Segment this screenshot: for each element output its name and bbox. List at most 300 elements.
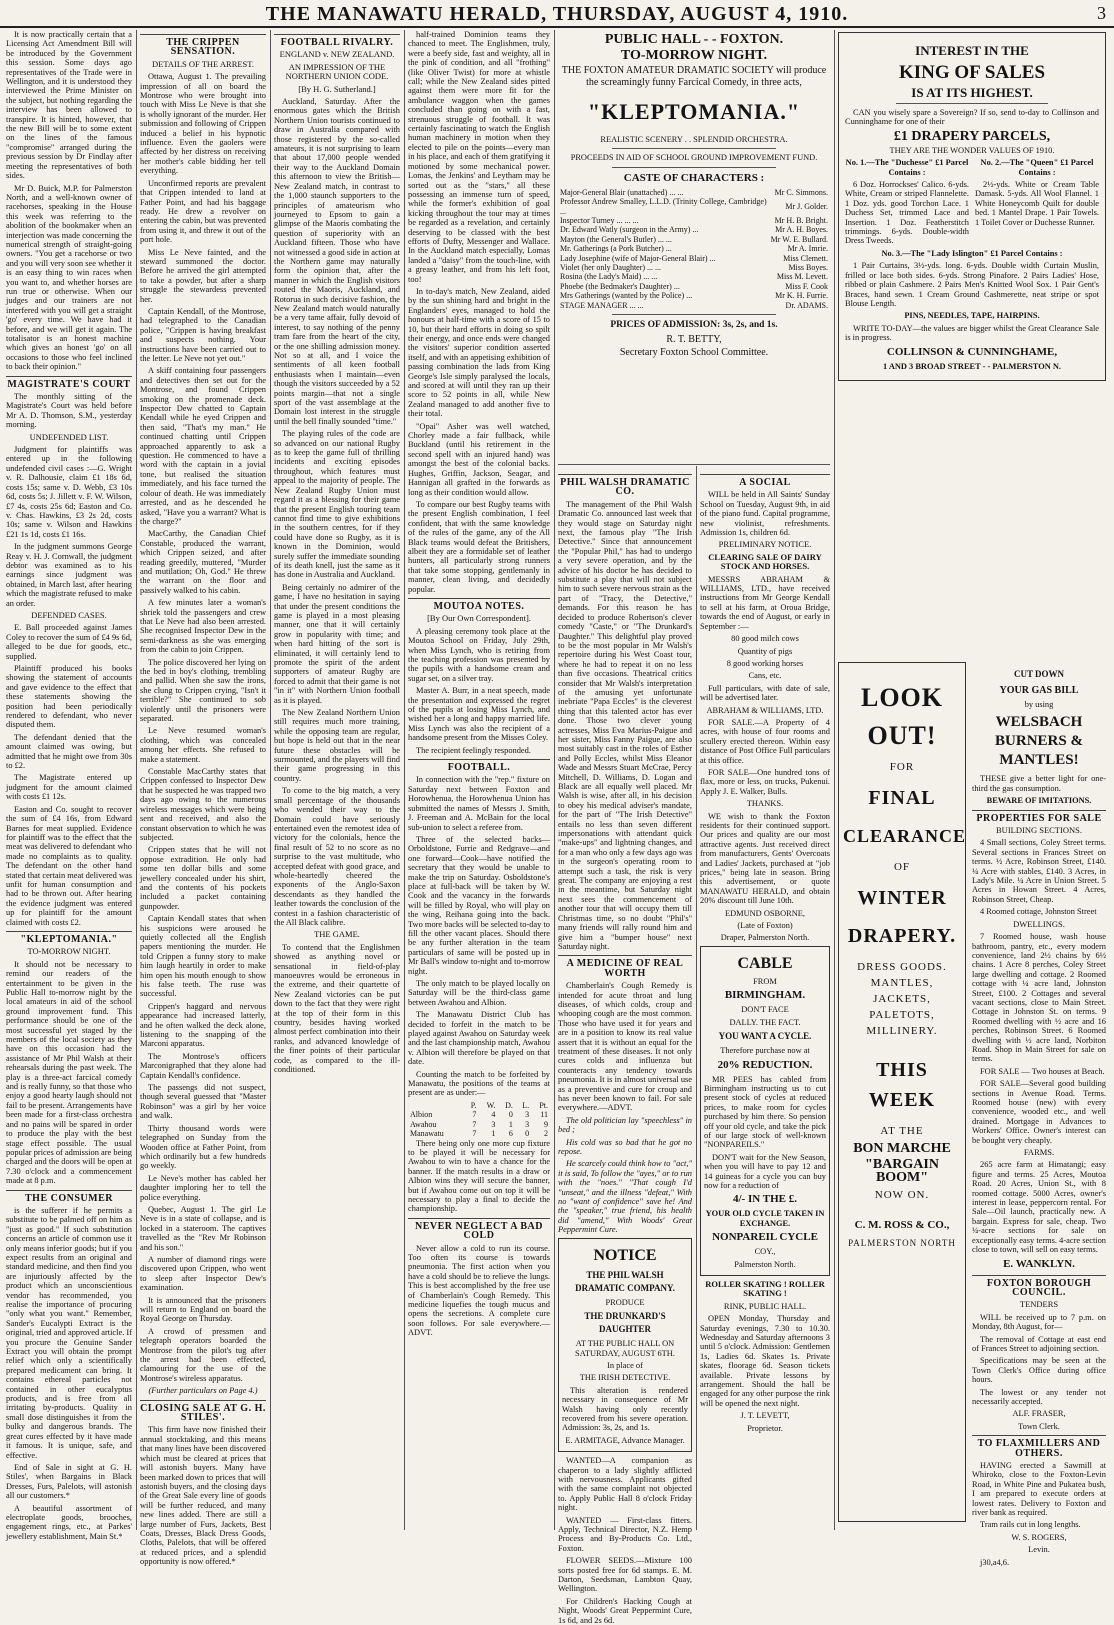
rogers-name: W. S. ROGERS, <box>1011 1532 1067 1542</box>
crippen-heading: THE CRIPPEN SENSATION. <box>140 34 266 57</box>
tenders-text-1: WILL be received up to 7 p.m. on Monday, 8th August, for— <box>972 1312 1106 1332</box>
character: Dr. Edward Watly (surgeon in the Army) ... <box>560 225 699 235</box>
cycle-text-3: DON'T wait for the New Season, when you will have to pay 12 and 14 guineas for a cycle you can buy now for a reduction of <box>704 1152 826 1190</box>
crippen-p12: Captain Kendall states that when his suspicions were aroused he quietly collected all the English papers mentioning the murder. He told Crippen a funny story to make him laugh heartily in order to make him open his mouth enough to show his false teeth. The ruse was successful. <box>140 914 266 999</box>
crippen-p15: The passengs did not suspect, though several guessed that "Master Robinson" was a girl by her voice and walk. <box>140 1083 266 1121</box>
properties-text-1: 4 Small sections, Coley Street terms. Several sections in Frances Street on terms. ½ Acre, Robinson Street, £140. ¼ Acre with stables, £140. 3 Acres, in Lady's Mile. ¼ Acre in Union Street. 5 Acres in Howan Street. 4 Acres, Robinson Street, Cheap. <box>972 838 1106 904</box>
stiles-text: This firm have now finished their annual stocktaking, and this means that many lines have been discovered which must be cleared at prices that will astonish buyers. Many have been marked down to prices that will astonish buyers, and the closing days of the Great Sale every line of goods will be further reduced, and many new lines added. There are still a large number of Furs, Jackets, Best Coats, Dresses, Black Dress Goods, Cloths, Palelots, that will be offered at reduced prices, and a splendid opportunity is now offered.* <box>140 1425 266 1567</box>
table-row <box>408 1120 550 1129</box>
poem-line: His cold was so bad that he got no repose. <box>558 1137 692 1157</box>
king-of-sales-advert <box>838 30 1106 660</box>
clearing-heading: CLEARING SALE OF DAIRY STOCK AND HORSES. <box>708 551 822 572</box>
welsbach-heading: WELSBACH BURNERS & MANTLES! <box>995 714 1083 769</box>
character: Lady Josephine (wife of Major-General Blair) ... <box>560 253 716 263</box>
crippen-p3: Miss Le Neve fainted, and the steward summoned the doctor. Before he arrived the girl attempted to take a powder, but after a sharp struggle the stewardess prevented her. <box>140 247 266 304</box>
now-on-text: NOW ON. <box>874 1189 930 1201</box>
table-cell: 1 <box>491 1129 496 1139</box>
table-cell: 3 <box>491 1119 496 1129</box>
football-p2: Three of the selected backs—Orboldstone, Furrie and Redgrave—and one forward—Cook—have notified the secretary that they would be unable to make the trip on Saturday. Osboldstone's place at full-back will be taken by W. Cook and the vacancy in the forwards will be filled by Royal, who will play on the wing, Reihana going into the back. Two more backs will be selected to-day to fill the other vacant places. Should there be any further alteration in the team particulars of same will be posted up in Mr Ball's window to-night and to-morrow night. <box>408 834 550 976</box>
actor: Dr. ADAMS. <box>785 300 828 310</box>
abraham-text: MESSRS ABRAHAM & WILLIAMS, LTD., have received instructions from Mr George Kendall to sell at his farm, at Oroua Bridge, towards the end of August, or early in September :— <box>700 574 830 631</box>
character: Rosina (the Lady's Maid) ... ... <box>560 272 658 282</box>
flaxmillers-text-2: Tram rails cut in long lengths. <box>980 1520 1081 1530</box>
betty-name: R. T. BETTY, <box>666 334 722 346</box>
notice-company: THE PHIL WALSH DRAMATIC COMPANY. <box>575 1269 675 1293</box>
football-p6: There being only one more cup fixture to be played it will be necessary for Awahou to win to have a chance for the banner. If the match results in a draw or Albion wins they will secure the banner, but if Awahou come out on top it will be necessary to play a final to decide the championship. <box>408 1138 550 1214</box>
actor: Mr W. E. Bullard. <box>770 234 828 244</box>
actor: Miss Boyes. <box>788 263 828 273</box>
beware-text: BEWARE OF IMITATIONS. <box>986 796 1092 806</box>
skating-text: OPEN Monday, Thursday and Saturday evenings, 7.30 to 10.30. Wednesday and Saturday afternoons 3 until 5 o'clock. Admission: Gentlemen 1s, Ladies 6d. Skates 1s. Private skates, floorage 6d. Season tickets available. Private lessons by arrangement. Should the hall be engaged for any other purpose the rink will be opened the next night. <box>700 1314 830 1408</box>
cast-row <box>558 235 830 244</box>
price-heading: 4/- IN THE £. <box>733 1193 797 1206</box>
final-heading: FINAL <box>868 787 936 809</box>
poem-line: He scarcely could think how to "act," it is said, To follow the "ayes," or to run with the "noes." "That cough I'd "unseat," and the illness "defeat," With no "want of confidence" save he! And the "speaker," true friend, his health did "amend," With Woods' Great Peppermint Cure. <box>558 1159 692 1235</box>
table-header: W. <box>486 1100 496 1110</box>
medicine-text: Chamberlain's Cough Remedy is intended for acute throat and lung diseases, of which colds, croup and whooping cough are the most common. Those who have used it for years and are in a position to know its real value assert that it is without an equal for the treatment of these diseases. It not only cures colds and influenza but counteracts any tendency towards pneumonia. It is in almost universal use as a preventive and cure for croup and has never been known to fail. For sale everywhere.—ADVT. <box>558 981 692 1113</box>
cast-row <box>558 188 830 197</box>
crippen-p18: Quebec, August 1. The girl Le Neve is in a state of collapse, and is locked in a stateroom. The captives travelled as the "Rev Mr Robinson and his son." <box>140 1204 266 1252</box>
properties-text-2: 4 Roomed cottage, Johnston Street <box>980 907 1097 917</box>
osborne-name: EDMUND OSBORNE, <box>724 908 806 918</box>
abraham-signature: ABRAHAM & WILLIAMS, LTD. <box>706 705 824 715</box>
crippen-p5: A skiff containing four passengers and detectives then set out for the Montrose, and found Crippen smoking on the promenade deck. Inspector Dew chatted to Captain Kendall while he eyed Crippen and then said, "That's my man." He continued chatting until Crippen approached apparently to ask a question. He commenced to have a word with the captain in a jovial tone, but realised the situation immediately, and his face turned the colour of death. He was immediately arrested, and as he descended he asked, "Have you a warrant? What is the charge?" <box>140 366 266 526</box>
king-box <box>838 32 1106 381</box>
rivalry-cont-p3: "Opai" Asher was well watched, Chorley made a fair fullback, while Buckland (until his retirement in the second spell with an injured hand) was amongst the best of the colonial backs. Hughes, Griffin, Jackson, Seagar, and Hannigan all grafted in the forwards as long as their condition would allow. <box>408 421 550 497</box>
actor: Mr C. Simmons. <box>774 187 828 197</box>
cast-row <box>558 225 830 234</box>
by-using-text: by using <box>1024 700 1054 709</box>
notice-signature: E. ARMITAGE, Advance Manager. <box>565 1435 685 1445</box>
cycle-text-1: Therefore purchase now at <box>720 1046 810 1056</box>
clearance-heading: CLEARANCE <box>843 826 967 846</box>
undefended-text: Judgment for plaintiffs was entered up in the following undefended civil cases :—G. Wright v. R. Dalhousie, claim £1 18s 6d, costs 15s; same v. D. Webb, £3 10s 6d, costs 5s; J. Jillett v. F. W. Wilson, £7 4s, costs 25s 6d; Easton and Co. v. Chas. Hawkins, £3 2s 2d, costs 10s; same v. Wilson and Hawkins £21 1s 1d, costs £1 16s. <box>6 445 132 539</box>
kleptomania-text: It should not be necessary to remind our readers of the entertainment to be given in the Public Hall to-morrow night by the local amateurs in aid of the school ground improvement fund. This performance should be one of the most successful yet staged by the members of the local society as they have on this occasion had the assistance of Mr Phil Walsh at their rehearsals during the past week. The play is a three-act farcical comedy and is really funny, so that those who enjoy a good hearty laugh should not fail to be present. Arrangements have been made for a first-class orchestra and no pains will be spared in order to produce the play with the best stage effect possible. The usual popular prices of admission are being charged and the doors will be open at 7.30 o'clock and a commencement made at 8 p.m. <box>6 959 132 1186</box>
moutoa-p3: The recipient feelingly responded. <box>416 745 531 755</box>
character: Mrs Gatherings (wanted by the Police) ... <box>560 291 693 301</box>
moutoa-p2: Master A. Burr, in a neat speech, made the presentation and expressed the regret of the pupils at losing Miss Lynch, and wished her a long and happy married life. Miss Lynch was also the recipient of a handsome present from the Misses Coley. <box>408 686 550 743</box>
table-cell: 3 <box>525 1110 530 1120</box>
notice-produce: PRODUCE <box>605 1297 645 1307</box>
phil-walsh-heading: PHIL WALSH DRAMATIC CO. <box>558 474 692 497</box>
crippen-p16: Thirty thousand words were telegraphed on Sunday from the Wooden office at Father Point, from which ordinarily but a few hundreds go weekly. <box>140 1123 266 1171</box>
social-heading: A SOCIAL <box>700 474 830 487</box>
crippen-p10: Constable MacCarthy states that Crippen confessed to Inspector Dew that he suspected he was trapped two days ago owing to the numerous wireless messages which were being sent and received, and also the constant observation to which he was subjected. <box>140 767 266 842</box>
out-heading: OUT! <box>867 721 937 750</box>
table-row <box>408 1129 550 1138</box>
highest-heading: IS AT ITS HIGHEST. <box>911 85 1033 100</box>
for-text: FOR <box>889 761 915 773</box>
gas-bill-heading: YOUR GAS BILL <box>999 685 1079 696</box>
notice-heading: NOTICE <box>593 1246 657 1264</box>
osborne-location: Draper, Palmerston North. <box>720 933 810 943</box>
table-cell: 4 <box>491 1110 496 1120</box>
social-text: WILL be held in All Saints' Sunday School on Tuesday, August 9th, in aid of the piano fund. Capital programme, new violinist, refreshments. Admission 1s, children 6d. <box>700 490 830 538</box>
rivalry-p6: To contend that the Englishmen showed as anything novel or sensational in field-of-play manoeuvres would be erroneous in the extreme, and their quartette of New Zealand victories can be put down to the fact that they were right at the top of their form in this country, besides having worked almost perfect combination into their ranks, and advanced knowledge of the finer points of their particular code, as compared to the ill-conditioned. <box>274 942 400 1075</box>
wanted-chaperon: WANTED—A companion as chaperon to a lady slightly afflicted with nervousness. Applicants gifted with the same complaint not objected to. Apply Public Hall 8 o'clock Friday night. <box>558 1456 692 1513</box>
football-rivalry-heading: FOOTBALL RIVALRY. <box>274 34 400 47</box>
medicine-heading: A MEDICINE OF REAL WORTH <box>558 955 692 978</box>
cast-row <box>558 244 830 253</box>
drapery-item: DRESS GOODS. <box>857 961 947 973</box>
write-text: WRITE TO-DAY—the values are bigger whilst the Great Clearance Sale is in progress. <box>845 323 1099 343</box>
table-cell: 6 <box>508 1129 513 1139</box>
at-the-text: AT THE <box>880 1125 924 1137</box>
rivalry-cont-p1: half-trained Dominion teams they chanced to meet. The Englishmen, truly, were a beefy side, fast and weighty, all in the pink of condition, and all "frothing" (like Oliver Twist) for more at whistle call; while the New Zealand sides pitted against them were more fit for the ambulance waggon when the games concluded than going on with a fast, strenuous struggle of football. It was certainly fascinating to watch the English human machinery in motion when they elected to pile on the points—every man in his place, and each of them gratifying it motioned by some mechanical power. Lomas, the Jenkins' and Leytham may be sorted out as the "stars," all these possessing an immense turn of speed, while the former's exhibition of goal kicking throughout the tour may at times be regarded as a revelation, and certainly deserving to be classed with the best efforts of Dufty, Messenger and Wallace. In the Auckland match especially, Lomas landed a "daisy" from the touch-line, with a greasy leather, and from his left foot, too! <box>408 30 550 284</box>
council-heading: FOXTON BOROUGH COUNCIL. <box>972 1275 1106 1298</box>
king-heading: KING OF SALES <box>898 62 1046 83</box>
look-heading: LOOK <box>860 683 943 712</box>
standings-table <box>408 1101 550 1139</box>
look-out-advert <box>838 660 966 1530</box>
flaxmillers-text: HAVING erected a Sawmill at Whiroko, close to the Foxton-Levin Road, in White Pine and Pukatea bush, I am prepared to execute orders at lowest rates. Delivery to Foxton and river bank as required. <box>972 1461 1106 1518</box>
actor: Mr J. Golder. <box>785 201 828 211</box>
levett-name: J. T. LEVETT, <box>740 1411 790 1421</box>
rivalry-p1: Auckland, Saturday. After the enormous gates which the British Northern Union tourists continued to draw in Australia compared with those registered by the so-called amateurs, it is not surprising to learn that about 17,000 people wended their way to the Auckland Domain this afternoon to view the British—New Zealand match, in contrast to the 1,000 staunch supporters to the principles of amateurism who journeyed to Epsom to gain a glimpse of the Maoris combating the question of superiority with an Auckland fifteen. Those who have not witnessed a good side in action at the Northern game may naturally form the opinion that, after the manner in which the English visitors routed the Maoris, Auckland, and Rotorua in such decisive fashion, the New Zealand match would naturally be a very tame affair, fully devoid of interest, to say nothing of the penny tram fare from the heart of the city, or the one shilling admission money. Not so at all, and I voice the sentiments of all keen football enthusiasts when I maintain—even though the visitors succeeded by a 52 points margin—that not a single sport of the vast assemblage at the Domain lost interest in the struggle until the bell finally sounded "time." <box>274 97 400 426</box>
table-cell: 7 <box>472 1110 477 1120</box>
column-rule <box>136 30 137 1530</box>
drapery-heading: DRAPERY. <box>847 925 957 947</box>
column-4 <box>408 30 550 1530</box>
column-rule <box>696 466 697 1530</box>
character: Phoebe (the Bedmaker's Daughter) ... <box>560 281 680 291</box>
kleptomania-advert <box>558 30 830 460</box>
table-header <box>408 1101 464 1110</box>
stock-item: 80 good milch cows <box>731 634 799 644</box>
drapery-item: JACKETS, <box>873 993 931 1005</box>
stock-item: Cans, etc. <box>748 671 782 681</box>
rink-heading: RINK, PUBLIC HALL. <box>723 1300 807 1311</box>
farms-heading: FARMS. <box>1023 1147 1055 1158</box>
crippen-p19: A number of diamond rings were discovered upon Crippen, who went to sleep after Inspector Dew's examination. <box>140 1254 266 1293</box>
wanklyn-signature: E. WANKLYN. <box>1003 1257 1075 1270</box>
notice-play: THE DRUNKARD'S DAUGHTER <box>584 1311 666 1335</box>
cold-text: Never allow a cold to run its course. Too often its course is towards pneumonia. The first action when you have a cold should be to relieve the lungs. This is best accomplished by the free use of Chamberlain's Cough Remedy. This medicine liquefies the tough mucus and opens the secretions. A complete cure soon follows. For sale everywhere.—ADVT. <box>408 1243 550 1338</box>
ross-location: PALMERSTON NORTH <box>848 1238 956 1248</box>
winter-heading: WINTER <box>857 887 947 909</box>
crippen-p4: Captain Kendall, of the Montrose, had telegraphed to the Canadian police, "Crippen is having breakfast and suspects nothing. Your instructions have been carried out to the letter. Le Neve not yet out." <box>140 306 266 363</box>
properties-heading: PROPERTIES FOR SALE <box>972 810 1106 823</box>
rivalry-cont-p2: In to-day's match, New Zealand, aided by the sun shining hard and bright in the Englanders' eyes, managed to hold the honours at half-time with a score of 15 to 10, but their hard efforts in doing so spilt their energy, and once ends were changed the visitors' superior condition asserted itself, and with an appetising exhibition of passing combination the lads from King George's Isle simply paralysed the locals, and scored at will until they ran up their score to 52 points in all, while New Zealand managed to add another five to their total. <box>408 286 550 419</box>
court-intro: The monthly sitting of the Magistrate's Court was held before Mr A. D. Thomson, S.M., yesterday morning. <box>6 392 132 430</box>
tomorrow-heading: TO-MORROW NIGHT. <box>27 946 111 957</box>
tenders-text-4: The lowest or any tender not necessarily accepted. <box>972 1387 1106 1406</box>
skating-heading: ROLLER SKATING ! ROLLER SKATING ! <box>705 1279 825 1299</box>
character: Professor Andrew Smalley, L.L.D. (Trinity College, Cambridge) ... <box>560 197 767 216</box>
table-cell: 0 <box>508 1110 513 1120</box>
football-p5: Counting the match to be forfeited by Manawatu, the positions of the teams at present are as under:— <box>408 1069 550 1098</box>
stock-item: Quantity of pigs <box>737 646 793 656</box>
parcel-3-heading: No. 3.—The "Lady Islington" £1 Parcel Contains : <box>881 248 1063 258</box>
fraser-name: ALF. FRASER, <box>1012 1409 1066 1419</box>
character: Major-General Blair (unattached) ... ... <box>560 187 684 197</box>
interest-heading: INTEREST IN THE <box>915 43 1029 58</box>
england-nz-heading: ENGLAND v. NEW ZEALAND. <box>279 49 395 60</box>
page-number: 3 <box>1097 3 1106 23</box>
parcels-heading: £1 DRAPERY PARCELS, <box>893 128 1051 144</box>
fraser-title: Town Clerk. <box>1018 1421 1060 1431</box>
properties-text-4: FOR SALE — Two houses at Beach. <box>980 1066 1105 1076</box>
crippen-p14: The Montrose's officers Marconigraphed that they alone had Captain Kendall's confidence. <box>140 1051 266 1080</box>
cast-row <box>558 282 830 291</box>
ad-divider <box>558 464 830 465</box>
column-2 <box>140 30 266 1567</box>
levett-title: Proprietor. <box>747 1423 783 1433</box>
ball-case: E. Ball proceeded against James Coley to recover the sum of £4 9s 6d, alleged to be due for goods, etc., supplied. <box>6 623 132 661</box>
football-p1: In connection with the "rep." fixture on Saturday next between Foxton and Horowhenua, the Horowhenua Union has submitted the names of Messrs J. Smith, J. Freeman and A. McBain for the local sub-union to select a referee from. <box>408 775 550 832</box>
column-8 <box>972 660 1106 1567</box>
rogers-location: Levin. <box>1028 1545 1050 1555</box>
of-text: OF <box>893 861 911 873</box>
nonpareil-coy: COY., <box>754 1247 776 1257</box>
society-text: THE FOXTON AMATEUR DRAMATIC SOCIETY will produce the screamingly funny Farcical Comedy, in three acts, <box>561 65 827 88</box>
parcel-2-items: 2½-yds. White or Cream Table Damask. 5-yds. All Wool Flannel. 1 White Honeycomb Quilt for double bed. 1 Mantel Drape. 1 Pair Towels. 1 Toilet Cover or Duchesse Runner. <box>975 180 1099 227</box>
table-header: L. <box>522 1100 530 1110</box>
properties-text-5: FOR SALE—Several good building sections in Avenue Road. Terms. Roomed house (new) with every convenience, wooded etc., and well drained. Mortgage in Advances to Workers' Office. Owner's interest can be bought very cheaply. <box>972 1079 1106 1145</box>
welsbach-text: THESE give a better light for one-third the gas consumption. <box>972 774 1106 793</box>
drapery-item: MILLINERY. <box>866 1025 938 1037</box>
scenery-text: REALISTIC SCENERY . . SPLENDID ORCHESTRA. <box>600 135 788 144</box>
stiles-notice: End of Sale in sight at G. H. Stiles', when Bargains in Black Dresses, Furs, Palelots, will astonish all our customers.* <box>6 1462 132 1501</box>
defendant-denied: The defendant denied that the amount claimed was owing, but admitted that he might owe from 30s to £2. <box>6 732 132 771</box>
actor: Miss F. Cook <box>785 281 828 291</box>
column-rule <box>834 30 835 1530</box>
the-game-heading: THE GAME. <box>314 929 360 940</box>
notice-irish: THE IRISH DETECTIVE. <box>579 1373 671 1383</box>
play-title: "KLEPTOMANIA." <box>587 99 801 124</box>
team-cell: Manawatu <box>410 1129 444 1139</box>
hacking-cough: For Children's Hacking Cough at Night, Woods' Great Peppermint Cure, 1s 6d, and 2s 6d. <box>558 1596 692 1625</box>
property-for-sale: FOR SALE.—A Property of 4 acres, with house of four rooms and scullery erected thereon. Within easy distance of Post Office Full particulars at this office. <box>700 717 830 765</box>
tenders-text-3: Specifications may be seen at the Town Clerk's Office during office hours. <box>972 1356 1106 1385</box>
table-header: D. <box>505 1100 513 1110</box>
cycle-advert <box>700 946 830 1276</box>
further-particulars: (Further particulars on Page 4.) <box>148 1386 258 1396</box>
from-text: FROM <box>753 976 777 986</box>
nonpareil-location: Palmerston North. <box>734 1259 796 1269</box>
table-header: P. <box>470 1100 477 1110</box>
football-heading: FOOTBALL. <box>408 759 550 772</box>
judgment-summons: In the judgment summons George Reay v. H. J. Cornwall, the judgment debtor was examined as to his earnings since judgment was obtained, in March last, after hearing which the magistrate refused to make an order. <box>6 542 132 608</box>
drapery-item: PALETOTS, <box>869 1009 935 1021</box>
column-rule <box>270 30 271 1530</box>
table-cell: 9 <box>544 1119 548 1129</box>
parcels-row <box>845 158 1099 249</box>
bon-marche-heading: BON MARCHE <box>853 1141 951 1156</box>
cold-heading: NEVER NEGLECT A BAD COLD <box>408 1218 550 1241</box>
court-heading: MAGISTRATE'S COURT <box>6 376 132 389</box>
column-6 <box>700 470 830 1530</box>
parkes-notice: A beautiful assortment of electroplate goods, brooches, engagement rings, etc., at Parkes' jewellery establishment, Main St.* <box>6 1503 132 1541</box>
character: Violet (her only Daughter) ... ... <box>560 263 662 273</box>
table-cell: 11 <box>540 1110 548 1120</box>
crippen-p21: A crowd of pressmen and telegraph operators boarded the Montrose from the pilot's tug after the arrest had been effected, clamouring for the use of the Montrose's wireless apparatus. <box>140 1326 266 1383</box>
parcel-1 <box>845 158 969 249</box>
column-rule <box>404 30 405 1530</box>
table-header-row <box>408 1101 550 1110</box>
team-cell: Albion <box>410 1110 433 1120</box>
parcel-3-items: 1 Pair Curtains, 3½-yds. long. 6-yds. Double width Curtain Muslin, frilled or lace both sides. 6-yds. Strong Pinafore. 2 Pairs Ladies' Hose, ribbed or plain Cashmere. 2 Pairs Men's Knitted Wool Sox. 1 Pair Gent's Braces, hand sewn. 1 Cream Ground Cashmerette, neat stripe or spot Blouse Length. <box>845 261 1099 308</box>
character: STAGE MANAGER ... ... <box>560 300 644 310</box>
cast-row <box>558 291 830 300</box>
parcel-1-heading: No. 1.—The "Duchesse" £1 Parcel Contains : <box>845 158 969 177</box>
crippen-subheading: DETAILS OF THE ARREST. <box>152 58 254 69</box>
actor: Mr H. B. Bright. <box>774 216 828 226</box>
cycle-text-2: MR PEES has cabled from Birmingham instructing us to cut present stock of cycles at reduced prices, to make room for cycles purchased by him there. So pension off your old cycle, and take the pick of our large stock of well-known "NONPAREILS." <box>704 1074 826 1150</box>
wanted-fitters: WANTED — First-class fitters. Apply, Technical Director, N.Z. Hemp Process and By-Products Co. Ltd., Foxton. <box>558 1515 692 1553</box>
nonpareil-heading: NONPAREIL CYCLE <box>712 1231 818 1244</box>
bargain-boom-heading: "BARGAIN BOOM" <box>865 1157 939 1185</box>
thanks-text: WE wish to thank the Foxton residents for their continued support. Our prices and quality are our most attractive agents. Just received direct from manufacturers, Gents' Overcoats and Ladies' Jackets, purchased at "job prices," being late in season. Bring this advertisement, or quote MANAWATU HERALD, and obtain 20% discount till June 10th. <box>700 811 830 906</box>
cast-row <box>558 216 830 225</box>
crippen-p17: Le Neve's mother has cabled her daughter imploring her to tell the police everything. <box>140 1173 266 1202</box>
parcel-2 <box>975 158 1099 249</box>
cycle-heading: YOU WANT A CYCLE. <box>718 1031 812 1042</box>
impression-heading: AN IMPRESSION OF THE NORTHERN UNION CODE. <box>285 61 389 82</box>
crippen-p11: Crippen states that he will not oppose extradition. He only had some ten dollar bills and some jewellery concealed under his shirt, and the contents of his pockets included a packet containing gunpowder. <box>140 845 266 911</box>
football-p4: The Manawatu District Club has decided to forfeit in the match to be played against Awahou on Saturday week and the last championship match, Awahou v. Albion will therefore be played on that date. <box>408 1010 550 1067</box>
building-heading: BUILDING SECTIONS. <box>996 825 1082 836</box>
properties-text-3: 7 Roomed house, wash house bathroom, pantry, etc., every modern convenience, land 2½ chains by 6½ chains. 1 Acre 8 perches, Coley Street large dwelling and cottage. 2 Roomed cottage with ¼ acre land, Johnston Street, £100. 2 Cottages and several vacant sections, close to Main Street. Cottage in Johnston St. on terms. 9 Roomed dwelling with ½ acre and 16 perches, Robinson Street. 6 Roomed dwelling with ½ acre land, Norbiton Road. Shop in Main Street for sale on terms. <box>972 932 1106 1064</box>
actor: Mr A. H. Boyes. <box>775 225 828 235</box>
wonder-text: THEY ARE THE WONDER VALUES OF 1910. <box>889 145 1055 155</box>
actor: Miss M. Levett. <box>776 272 828 282</box>
cast-row <box>558 301 830 310</box>
prices-text: PRICES OF ADMISSION: 3s, 2s, and 1s. <box>610 320 778 331</box>
crippen-p1: Ottawa, August 1. The prevailing impression of all on board the Montrose who were brought into touch with Miss Le Neve is that she is wholly ignorant of the murder. Her submission and following of Crippen induced a belief in his hypnotic influence. Even the gaolers were affected by her distress on receiving her mother's cable bidding her tell everything. <box>140 72 266 176</box>
moutoa-heading: MOUTOA NOTES. <box>408 598 550 611</box>
character: Mayton (the General's Butler) ... ... <box>560 234 672 244</box>
kleptomania-heading: "KLEPTOMANIA." <box>6 931 132 944</box>
betty-title: Secretary Foxton School Committee. <box>619 346 769 358</box>
byline: [By H. G. Sutherland.] <box>298 83 376 94</box>
this-week-heading: THIS WEEK <box>868 1059 936 1111</box>
phil-walsh-text: The management of the Phil Walsh Dramatic Co. announced last week that they would stage on Saturday night next, the famous play "The Irish Detective." Since that announcement the "Popular Phil," has had to undergo a very severe operation, and by the advice of his doctor he has decided to substitute a play that will not subject him to such severe nervous strain as the part of "Tracy, the Detective," demands. For this reason he has decided to produce Robertson's clever comedy "Caste," or "The Drunkard's Daughter." This delightful play proved to be the most popular in Mr Walsh's repertoire during his West Coast tour, where he had to repeat it on no less than five occasions. Theatrical critics consider that Mr Walsh's interpretation of the amusing yet unfortunate inebriate "Papa Eccles" is the cleverest thing that this talented actor has ever done. Those two clever young actresses, Miss Eva Marius-Paigue and her sister, Miss Fanny Paigue, are also most suitably cast in the roles of Esther and Polly Eccles, whilst Miss Eleanor Wade and Messrs Stuart McCrae, Percy Mitchell, D. Williams, D. Logan and Black are all equally well placed. Mr Walsh is wise, after all, in his decision to obey his medical adviser's mandate, for the part of "The Irish Detective" entails no less than seven different impersonations with attendant quick "make-ups" and lightning changes, and for a man who only a few days ago was in the surgeon's operating room to attempt such a task, the risk is very great. The company are enjoying a rest in the meantime, but Saturday night next sees the commencement of another tour that will occupy them till Christmas time, so no doubt "Phil's" many friends will rally round him and give him a "bumper house" next Saturday night. <box>558 499 692 951</box>
character: Inspector Turney ... ... ... <box>560 216 639 226</box>
cast-heading: CASTE OF CHARACTERS : <box>623 171 765 184</box>
crippen-p2: Unconfirmed reports are prevalent that Crippen intended to land at Father Point, and had his baggage ready. He drew a revolver on entering the cabin, but was prevented from using it, and threw it out of the port hole. <box>140 178 266 245</box>
easton-case: Easton and Co. sought to recover the sum of £4 16s, from Edward Barnes for meat supplied. Evidence for plaintiff was to the effect that the meat was delivered to defendant who made no complaints as to quality. The defendant on the other hand stated that certain meat delivered was unfit for human consumption and had to be thrown out. After hearing the evidence judgment was entered up for plaintiff for the amount claimed with costs £2. <box>6 804 132 927</box>
rivalry-p4: The New Zealand Northern Union still requires much more training, while the opposing team are regular, but hope is held out that in the near future these obstacles will be surmounted, and the players will find their game progressing in this country. <box>274 708 400 783</box>
abraham-text-2: Full particulars, with date of sale, will be advertised later. <box>700 683 830 703</box>
hall-heading: PUBLIC HALL - - FOXTON. <box>604 32 784 47</box>
proceeds-text: PROCEEDS IN AID OF SCHOOL GROUND IMPROVEMENT FUND. <box>570 153 818 163</box>
cast-row <box>558 197 830 216</box>
collinson-heading: COLLINSON & CUNNINGHAME, <box>886 345 1058 358</box>
actor: Miss Clemett. <box>783 253 828 263</box>
consumer-text: is the sufferer if he permits a substitute to be palmed off on him as "just as good." If such substitution concerns an article of common use it only means inferior goods; but if you expect results from an original and standard medicine, and then find you are injuriously affected by the product which an unconscientious vendor has recommended, you realise the importance of procuring "only what you want." Remember, Sander's Eucalypti Extract is the original, tried and approved article. If you procure the Genuine Sander Extract you will obtain the prompt relief which only a scientifically prepared medicament can bring. It contains ethereal particles not contained in other eucalyptus products, and is free from all irritating by-products. Quality in small dose distinguishes it from the bulky and dangerous brands. The great cures effected by it have made it famous. It is unique, safe, and effective. <box>6 1205 132 1460</box>
parcel-1-items: 6 Doz. Horrockses' Calico. 6-yds. White, Cream or striped Flannelette. 1 Doz. yds. good Torchon Lace. 1 Duchess Set, trimmed Lace and Insertion. 1 Doz. Featherstitch trimmings. 6-yds. Double-width Dress Tweeds. <box>845 180 969 246</box>
parcel-2-heading: No. 2.—The "Queen" £1 Parcel Contains : <box>980 158 1094 177</box>
masthead <box>0 0 1114 28</box>
prelim-heading: PRELIMINARY NOTICE. <box>718 539 812 550</box>
football-p3: The only match to be played locally on Saturday will be the third-class game between Awahou and Albion. <box>408 979 550 1007</box>
flower-seeds: FLOWER SEEDS.—Mixture 100 sorts posted free for 6d stamps. E. M. Darton, Seedsman, Lambton Quay, Wellington. <box>558 1556 692 1594</box>
consumer-heading: THE CONSUMER <box>6 1190 132 1203</box>
defended-heading: DEFENDED CASES. <box>31 609 107 620</box>
notice-date: AT THE PUBLIC HALL ON SATURDAY, AUGUST 6TH. <box>575 1339 675 1358</box>
crippen-p7: A few minutes later a woman's shriek told the passengers and crew that Le Neve had also been arrested. She recognised Inspector Dew in the semi-darkness as she was emerging from the cabin to join Crippen. <box>140 598 266 655</box>
cable-heading: CABLE <box>737 954 793 972</box>
crippen-p6: MacCarthy, the Canadian Chief Constable, produced the warrant, which Crippen seized, and after reading greedily, muttered, "Murder and mutilation; Oh, God." He threw the warrant on the floor and passively walked to his cabin. <box>140 529 266 595</box>
pins-text: PINS, NEEDLES, TAPE, HAIRPINS. <box>904 311 1040 321</box>
rivalry-p5: To come to the big match, a very small percentage of the thousands who wended their way to the Domain could have seriously entertained even the remotest idea of victory for the colonials, hence the final result of 52 to no score as no surprise to the vast multitude, who accepted defeat with good grace, and whole-heartedly cheered the exponents of the Anglo-Saxon descendants as they handled the leather towards the conclusion of the contest in a fashion characteristic of the All Black calibre. <box>274 786 400 927</box>
buick-paragraph: Mr D. Buick, M.P. for Palmerston North, and a well-known owner of racehorses, speaking in the House this week was referring to the abolition of the bookmaker when an interjection was made concerning the numerical strength of straight-going owners. "You get a racehorse or two and you will very soon see whether it is an easy thing to win races when you want to, and whether horses are run true or otherwise. When our judges and our trainers are not interfered with you will get a straight 'go' every time. We have had it before, and we will get it again. The totalisator is an honest machine which gives an honest 'go' on all occasions to those who feel inclined to back their opinion." <box>6 183 132 372</box>
reduction-heading: 20% REDUCTION. <box>717 1058 813 1071</box>
rivalry-p2: The playing rules of the code are so advanced on our national Rugby as to keep the game full of thrilling incidents and exciting episodes throughout, which features must appeal to the majority of people. The New Zealand Rugby Union must regard it as a blessing for their game that the present English touring team cannot find time to give exhibitions in the southern centres, for if they could have done so Rugby, as it is known in the Dominion, would surely suffer the immediate sounding of its death knell, just the same as it has done in Australia and Auckland. <box>274 429 400 580</box>
cast-row <box>558 254 830 263</box>
table-cell: 3 <box>525 1119 530 1129</box>
licensing-paragraph: It is now practically certain that a Licensing Act Amendment Bill will be introduced by the Government this session. Some days ago representatives of the Trade were in Wellington, and it is understood they interviewed the Prime Minister on the subject, but nothing regarding the interview has been allowed to transpire. It is hinted, however, that the new Bill will be to some extent on the lines of the famous "compromise" arranged during the previous session by Dr Findlay after meeting the representatives of both sides. <box>6 30 132 181</box>
column-3 <box>274 30 400 1530</box>
cast-row <box>558 272 830 281</box>
insertion-stamp: j30,a4,6. <box>980 1557 1010 1567</box>
notice-text: This alteration is rendered necessary in consequence of Mr Walsh having only recently recovered from his severe operation. Admission: 3s, 2s, and 1s. <box>562 1385 688 1433</box>
column-rule <box>554 30 555 1530</box>
notice-box <box>558 1238 692 1452</box>
flax-for-sale: FOR SALE—One hundred tons of flax, more or less, on trucks, Pukenui. Apply J. E. Walker, Bulls. <box>700 767 830 796</box>
plaintiff-books: Plaintiff produced his books showing the statement of accounts and gave evidence to the effect that these statements showing the position had been periodically rendered to defendant, who never disputed them. <box>6 664 132 730</box>
stock-item: 8 good working horses <box>726 658 804 668</box>
table-row <box>408 1110 550 1119</box>
moutoa-p1: A pleasing ceremony took place at the Moutoa School on Friday, July 29th, when Miss Lynch, who is retiring from the teaching profession was presented by the pupils with a handsome cream and sugar set, on a silver tray. <box>408 626 550 683</box>
notice-inplace: In place of <box>607 1360 643 1370</box>
properties-text-6: 265 acre farm at Himatangi; easy figure and terms. 25 Acres, Moutoa Road. 20 Acres, Union St., with 8 roomed cottage. 5000 Acres, owner's interest in lease, peppercorn rental. For Sale—Oil launch, practically new. A bargain. Express for sale, cheap. Two ¼-acre sections for sale on exceptionally easy terms. 4-acre section close to town, will sell on easy terms. <box>972 1160 1106 1255</box>
actor: Mr A. Imrie. <box>787 244 828 254</box>
collinson-address: 1 AND 3 BROAD STREET - - PALMERSTON N. <box>883 361 1061 371</box>
thanks-heading: THANKS. <box>746 798 784 809</box>
crippen-p9: Le Neve resumed woman's clothing, which was concealed among her effects. She refused to make a statement. <box>140 726 266 764</box>
dally-fact: DALLY. THE FACT. <box>729 1017 801 1027</box>
magistrate-judgment: The Magistrate entered up judgment for the amount claimed with costs £1 12s. <box>6 773 132 802</box>
rivalry-p3: Being certainly no admirer of the game, I have no hesitation in saying that under the present conditions the game is played in a most pleasing manner, one that it will certainly grow in popularity with time; and when hard hitting of the sort is eliminated, it will certainly lend to promote the spirit of the ardent supporters of amateur Rugby are forced to admit that their game is not "in it" with Northern Union football as it is played. <box>274 582 400 705</box>
moutoa-byline: [By Our Own Correspondent]. <box>427 613 531 624</box>
table-header: Pt. <box>539 1100 548 1110</box>
tenders-heading: TENDERS <box>1019 1299 1059 1310</box>
table-cell: 0 <box>525 1129 530 1139</box>
column-5 <box>558 470 692 1625</box>
crippen-p8: The police discovered her lying on the bed in boy's clothing, trembling and pallid. When she saw the irons, she clung to Crippen crying, "Isn't it terrible?" She continued to sob violently until the prisoners were separated. <box>140 657 266 724</box>
table-cell: 1 <box>508 1119 513 1129</box>
crippen-p13: Crippen's haggard and nervous appearance had increased latterly, and he often walked the deck alone, listening to the snapping of the Marconi apparatus. <box>140 1001 266 1049</box>
poem-line: The old politician lay "speechless" in bed ; <box>558 1115 692 1135</box>
actor: Mr K. H. Furrie. <box>775 291 828 301</box>
drapery-item: MANTLES, <box>870 977 934 989</box>
can-text: CAN you wisely spare a Sovereign? If so, send to-day to Collinson and Cunninghame for one of their <box>845 108 1099 127</box>
ross-heading: C. M. ROSS & CO., <box>854 1219 950 1231</box>
dont-face: DON'T FACE <box>741 1005 789 1015</box>
team-cell: Awahou <box>410 1119 437 1129</box>
cast-table <box>558 188 830 310</box>
table-cell: 7 <box>472 1119 477 1129</box>
rivalry-cont-p4: To compare our best Rugby teams with the present English combination, I feel confident, that with the same knowledge of the rules of the game, any of the All Black teams would defeat the Britishers, albeit they are a formidable set of leather hunters, all particularly strong runners that take some stopping, gentlemanly in manner, clean living, and decidedly popular. <box>408 499 550 594</box>
flaxmillers-heading: TO FLAXMILLERS AND OTHERS. <box>972 1435 1106 1458</box>
exchange-text: YOUR OLD CYCLE TAKEN IN EXCHANGE. <box>705 1209 825 1228</box>
tenders-text-2: The removal of Cottage at east end of Frances Street to adjoining section. <box>972 1334 1106 1353</box>
stiles-heading: CLOSING SALE AT G. H. STILES'. <box>140 1400 266 1423</box>
birmingham-heading: BIRMINGHAM. <box>724 989 806 1002</box>
look-box <box>838 662 966 1522</box>
dwellings-heading: DWELLINGS. <box>1013 918 1065 929</box>
crippen-p20: It is announced that the prisoners will return to England on board the Royal George on Thursday. <box>140 1295 266 1324</box>
cast-row <box>558 263 830 272</box>
table-cell: 7 <box>472 1129 477 1139</box>
masthead-title: THE MANAWATU HERALD, THURSDAY, AUGUST 4, 1910. <box>265 3 849 25</box>
tomorrow-heading: TO-MORROW NIGHT. <box>620 48 768 63</box>
osborne-late: (Late of Foxton) <box>737 921 793 931</box>
character: Mr. Gatherings (a Pork Butcher) ... <box>560 244 672 254</box>
undefended-heading: UNDEFENDED LIST. <box>29 431 109 442</box>
